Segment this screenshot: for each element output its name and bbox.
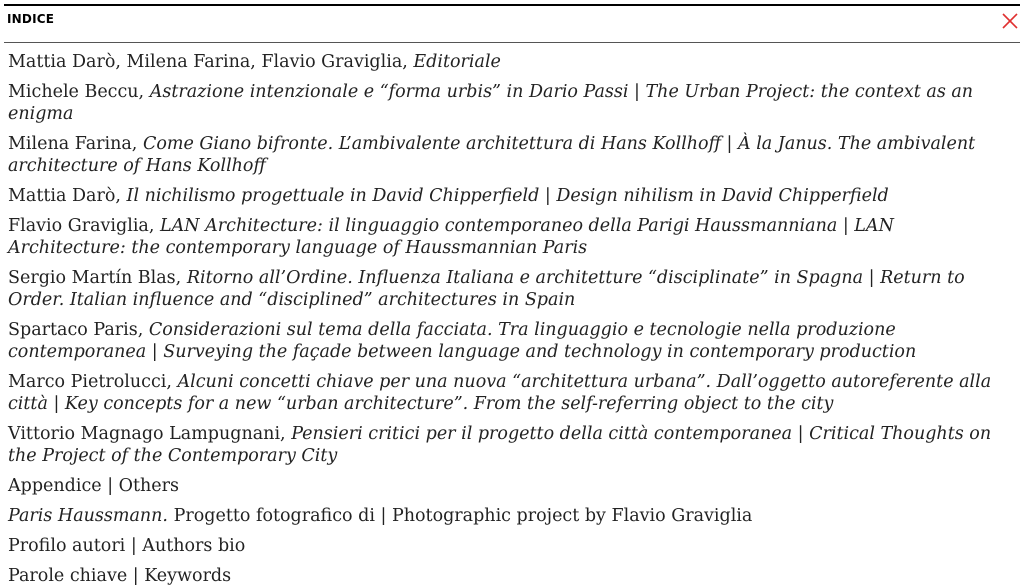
index-panel xyxy=(4,4,1020,586)
index-entry-authors-bio[interactable] xyxy=(4,535,1020,557)
entry-author: Mattia Darò, Milena Farina, Flavio Graviglia, xyxy=(8,52,408,72)
entry-title: Ritorno all’Ordine. Influenza Italiana e architetture “disciplinate” in Spagna | Return to Order. Italian influence and “disciplined” architectures in Spain xyxy=(8,268,965,310)
entry-title: Astrazione intenzionale e “forma urbis” in Dario Passi | The Urban Project: the context as an enigma xyxy=(8,82,974,124)
index-entry-graviglia[interactable] xyxy=(4,215,1020,259)
index-header xyxy=(4,6,1020,43)
entry-title: Pensieri critici per il progetto della città contemporanea | Critical Thoughts on the Project of the Contemporary City xyxy=(8,424,992,466)
entry-author: Michele Beccu, xyxy=(8,82,145,102)
appendix-heading: Appendice | Others xyxy=(8,476,180,496)
index-entry-beccu[interactable] xyxy=(4,81,1020,125)
index-entry-paris[interactable] xyxy=(4,319,1020,363)
entry-title: LAN Architecture: il linguaggio contemporaneo della Parigi Haussmanniana | LAN Architecture: the contemporary language of Haussmannian Paris xyxy=(8,216,894,258)
entry-author: Milena Farina, xyxy=(8,134,138,154)
photo-project-title: Paris Haussmann. xyxy=(8,506,168,526)
entry-author: Vittorio Magnago Lampugnani, xyxy=(8,424,286,444)
entry-title: Editoriale xyxy=(413,52,501,72)
index-entry-daro[interactable] xyxy=(4,185,1020,207)
authors-bio-label: Profilo autori | Authors bio xyxy=(8,536,246,556)
entry-author: Mattia Darò, xyxy=(8,186,121,206)
entry-author: Marco Pietrolucci, xyxy=(8,372,172,392)
index-entry-photo-project[interactable] xyxy=(4,505,1020,527)
index-entry-martin-blas[interactable] xyxy=(4,267,1020,311)
index-entry-editorial[interactable] xyxy=(4,51,1020,73)
photo-project-credit: Progetto fotografico di | Photographic project by Flavio Graviglia xyxy=(173,506,753,526)
entry-title: Considerazioni sul tema della facciata. Tra linguaggio e tecnologie nella produzione contemporanea | Surveying the façade between language and technology in contemporary production xyxy=(8,320,917,362)
entry-title: Alcuni concetti chiave per una nuova “architettura urbana”. Dall’oggetto autoreferente alla città | Key concepts for a new “urban architecture”. From the self-referring object to the city xyxy=(8,372,992,414)
entry-title: Il nichilismo progettuale in David Chipperfield | Design nihilism in David Chipperfield xyxy=(126,186,889,206)
entry-author: Spartaco Paris, xyxy=(8,320,144,340)
index-entry-keywords[interactable] xyxy=(4,565,1020,587)
index-entry-farina[interactable] xyxy=(4,133,1020,177)
index-entry-appendix[interactable] xyxy=(4,475,1020,497)
keywords-label: Parole chiave | Keywords xyxy=(8,566,232,586)
index-list xyxy=(4,51,1020,587)
entry-author: Sergio Martín Blas, xyxy=(8,268,182,288)
entry-title: Come Giano bifronte. L’ambivalente architettura di Hans Kollhoff | À la Janus. The ambivalent architecture of Hans Kollhoff xyxy=(8,134,976,176)
index-entry-lampugnani[interactable] xyxy=(4,423,1020,467)
index-entry-pietrolucci[interactable] xyxy=(4,371,1020,415)
entry-author: Flavio Graviglia, xyxy=(8,216,155,236)
close-icon[interactable] xyxy=(1000,11,1020,31)
index-title: INDICE xyxy=(7,12,55,26)
